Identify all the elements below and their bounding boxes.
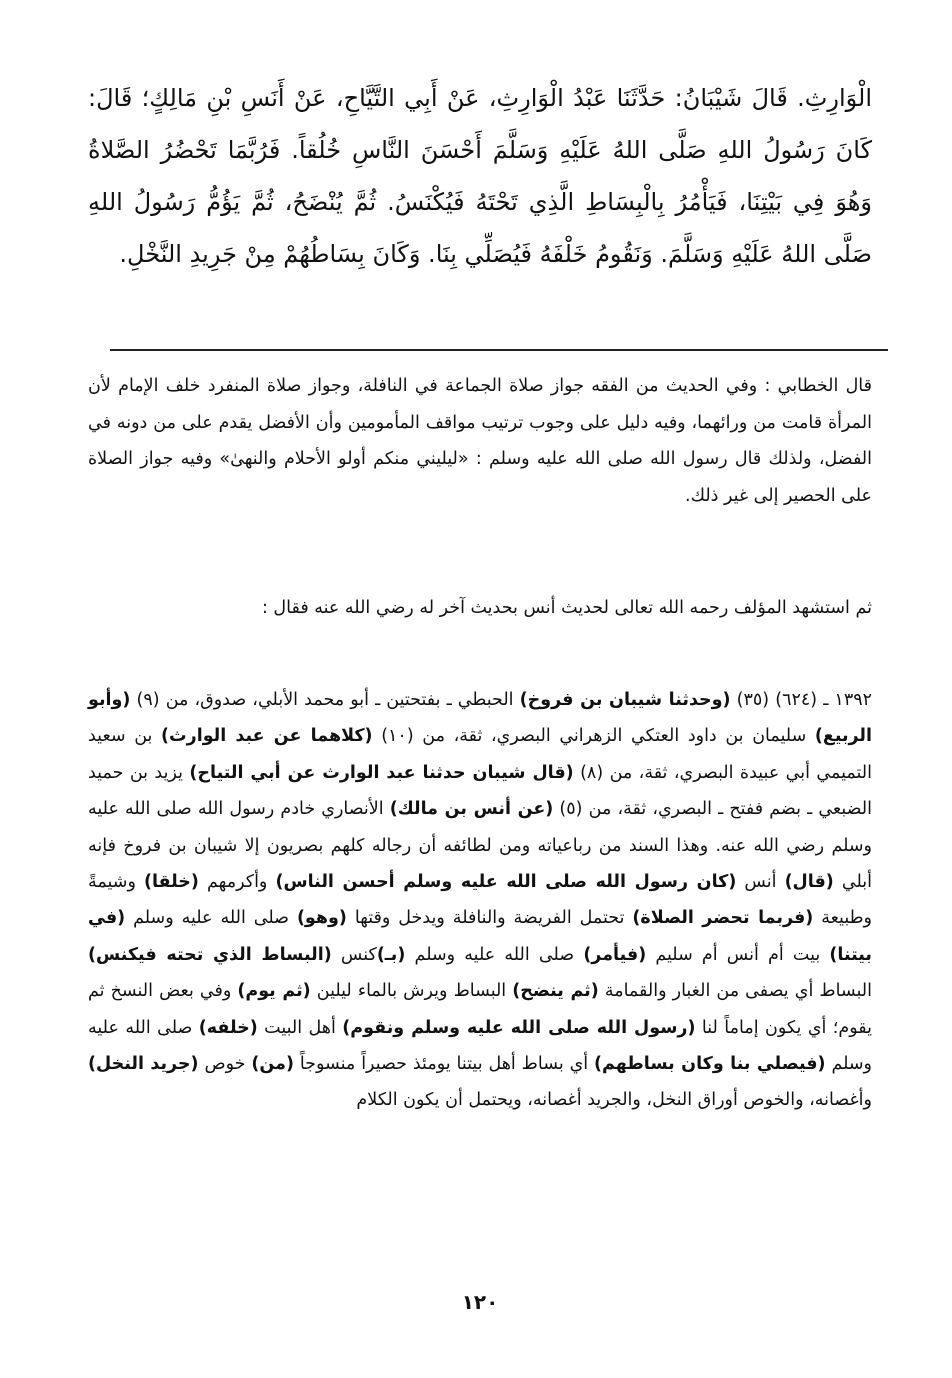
quoted-text: (فربما تحضر الصلاة): [632, 908, 814, 929]
sharh-paragraph: [88, 682, 872, 1119]
quoted-text: (وهو): [296, 908, 347, 929]
sharh-text: صلى الله عليه وسلم: [125, 908, 297, 929]
quoted-text: (جريد النخل): [88, 1054, 199, 1075]
sharh-text: صلى الله عليه وسلم: [405, 944, 584, 965]
sharh-text: أهل البيت: [257, 1017, 343, 1038]
hadith-text: الْوَارِثِ. قَالَ شَيْبَانُ: حَدَّثَنَا عَبْدُ الْوَارِثِ، عَنْ أَبِي التَّيَّاحِ، عَنْ أَنَسِ بْنِ مَالِكٍ؛ قَالَ: كَانَ رَسُولُ اللهِ صَلَّى اللهُ عَلَيْهِ وَسَلَّمَ أَحْسَنَ النَّاسِ خُلُقاً. فَرُبَّمَا تَحْضُرُ الصَّلاةُ وَهُوَ فِي بَيْتِنَا، فَيَأْمُرُ بِالْبِسَاطِ الَّذِي تَحْتَهُ فَيُكْنَسُ. ثُمَّ يُنْضَحُ، ثُمَّ يَؤُمُّ رَسُولُ اللهِ صَلَّى اللهُ عَلَيْهِ وَسَلَّمَ. وَنَقُومُ خَلْفَهُ فَيُصَلِّي بِنَا. وَكَانَ بِسَاطُهُمْ مِنْ جَرِيدِ النَّخْلِ.: [88, 84, 872, 268]
sharh-text: سليمان بن داود العتكي الزهراني البصري، ثقة، من (١٠): [372, 726, 815, 747]
sharh-text: خوص: [198, 1054, 252, 1075]
sharh-text: الأنصاري خادم رسول الله صلى الله عليه وسلم رضي الله عنه. وهذا السند من رباعياته ومن لطائفه أن رجاله كلهم بصريون إلا شيبان بن فروخ فإنه أبلي: [88, 799, 872, 893]
quoted-text: (كلاهما عن عبد الوارث): [161, 726, 373, 747]
page-number: ١٢٠: [461, 1290, 499, 1314]
sharh-text: الحبطي ـ بفتحتين ـ أبو محمد الأبلي، صدوق، من (٩): [130, 690, 520, 710]
quoted-text: (خلفه): [198, 1017, 258, 1038]
quoted-text: (عن أنس بن مالك): [389, 799, 554, 820]
sharh-text: كنس: [331, 944, 377, 965]
sharh-text: صلى الله عليه وسلم: [88, 1017, 872, 1075]
quoted-text: (ثم يوم): [237, 981, 311, 1002]
quoted-text: (البساط الذي تحته فيكنس): [88, 944, 332, 965]
sharh-text: وفي بعض النسخ ثم يقوم؛ أي يكون إماماً لنا: [88, 981, 872, 1038]
quoted-text: (وحدثنا شيبان بن فروخ): [519, 690, 731, 710]
quoted-text: (خلقا): [143, 872, 199, 893]
footnote-divider: [110, 349, 888, 351]
sharh-text: وأغصانه، والخوص أوراق النخل، والجريد أغصانه، ويحتمل أن يكون الكلام: [356, 1090, 872, 1111]
sharh-text: بيت أم أنس أم سليم: [646, 944, 830, 965]
transition-paragraph: ثم استشهد المؤلف رحمه الله تعالى لحديث أنس بحديث آخر له رضي الله عنه فقال :: [261, 598, 872, 618]
sharh-text: بن سعيد التميمي أبي عبيدة البصري، ثقة، من (٨): [88, 726, 872, 783]
quoted-text: (قال شيبان حدثنا عبد الوارث عن أبي التياح): [189, 762, 574, 783]
sharh-text: وشيمةً وطبيعة: [88, 872, 873, 929]
quoted-text: (قال): [784, 872, 834, 893]
quoted-text: (ثم ينضح): [512, 981, 599, 1002]
sharh-text: أي بساط أهل بيتنا يومئذ حصيراً منسوجاً: [293, 1054, 595, 1075]
sharh-text: البساط أي يصفى من الغبار والقمامة: [598, 981, 872, 1002]
quoted-text: (من): [251, 1054, 294, 1075]
sharh-text: تحتمل الفريضة والنافلة ويدخل وقتها: [346, 908, 633, 929]
sharh-text: البساط ويرش بالماء ليلين: [310, 981, 513, 1002]
quoted-text: (كان رسول الله صلى الله عليه وسلم أحسن الناس): [275, 872, 737, 893]
quoted-text: (فيأمر): [583, 944, 647, 965]
sharh-text: يزيد بن حميد الضبعي ـ بضم ففتح ـ البصري، ثقة، من (٥): [88, 762, 872, 820]
sharh-text: وأكرمهم: [198, 872, 276, 893]
quoted-text: (وأبو الربيع): [88, 690, 872, 747]
quoted-text: (في بيتنا): [88, 908, 872, 965]
khattabi-commentary: قال الخطابي : وفي الحديث من الفقه جواز صلاة الجماعة في النافلة، وجواز صلاة المنفرد خلف الإمام لأن المرأة قامت من ورائهما، وفيه دليل على وجوب ترتيب مواقف المأمومين وأن الأفضل يقدم على من دونه في الفضل، ولذلك قال رسول الله صلى الله عليه وسلم : «ليليني منكم أولو الأحلام والنهىٰ» وفيه جواز الصلاة على الحصير إلى غير ذلك.: [88, 376, 872, 506]
sharh-text: ١٣٩٢ ـ (٦٢٤) (٣٥): [730, 690, 873, 710]
document-page: [88, 72, 872, 1362]
quoted-text: (فيصلي بنا وكان بساطهم): [594, 1054, 826, 1075]
quoted-text: (رسول الله صلى الله عليه وسلم ونقوم): [342, 1017, 696, 1038]
quoted-text: (بـ): [376, 944, 406, 965]
sharh-text: أنس: [736, 872, 785, 893]
